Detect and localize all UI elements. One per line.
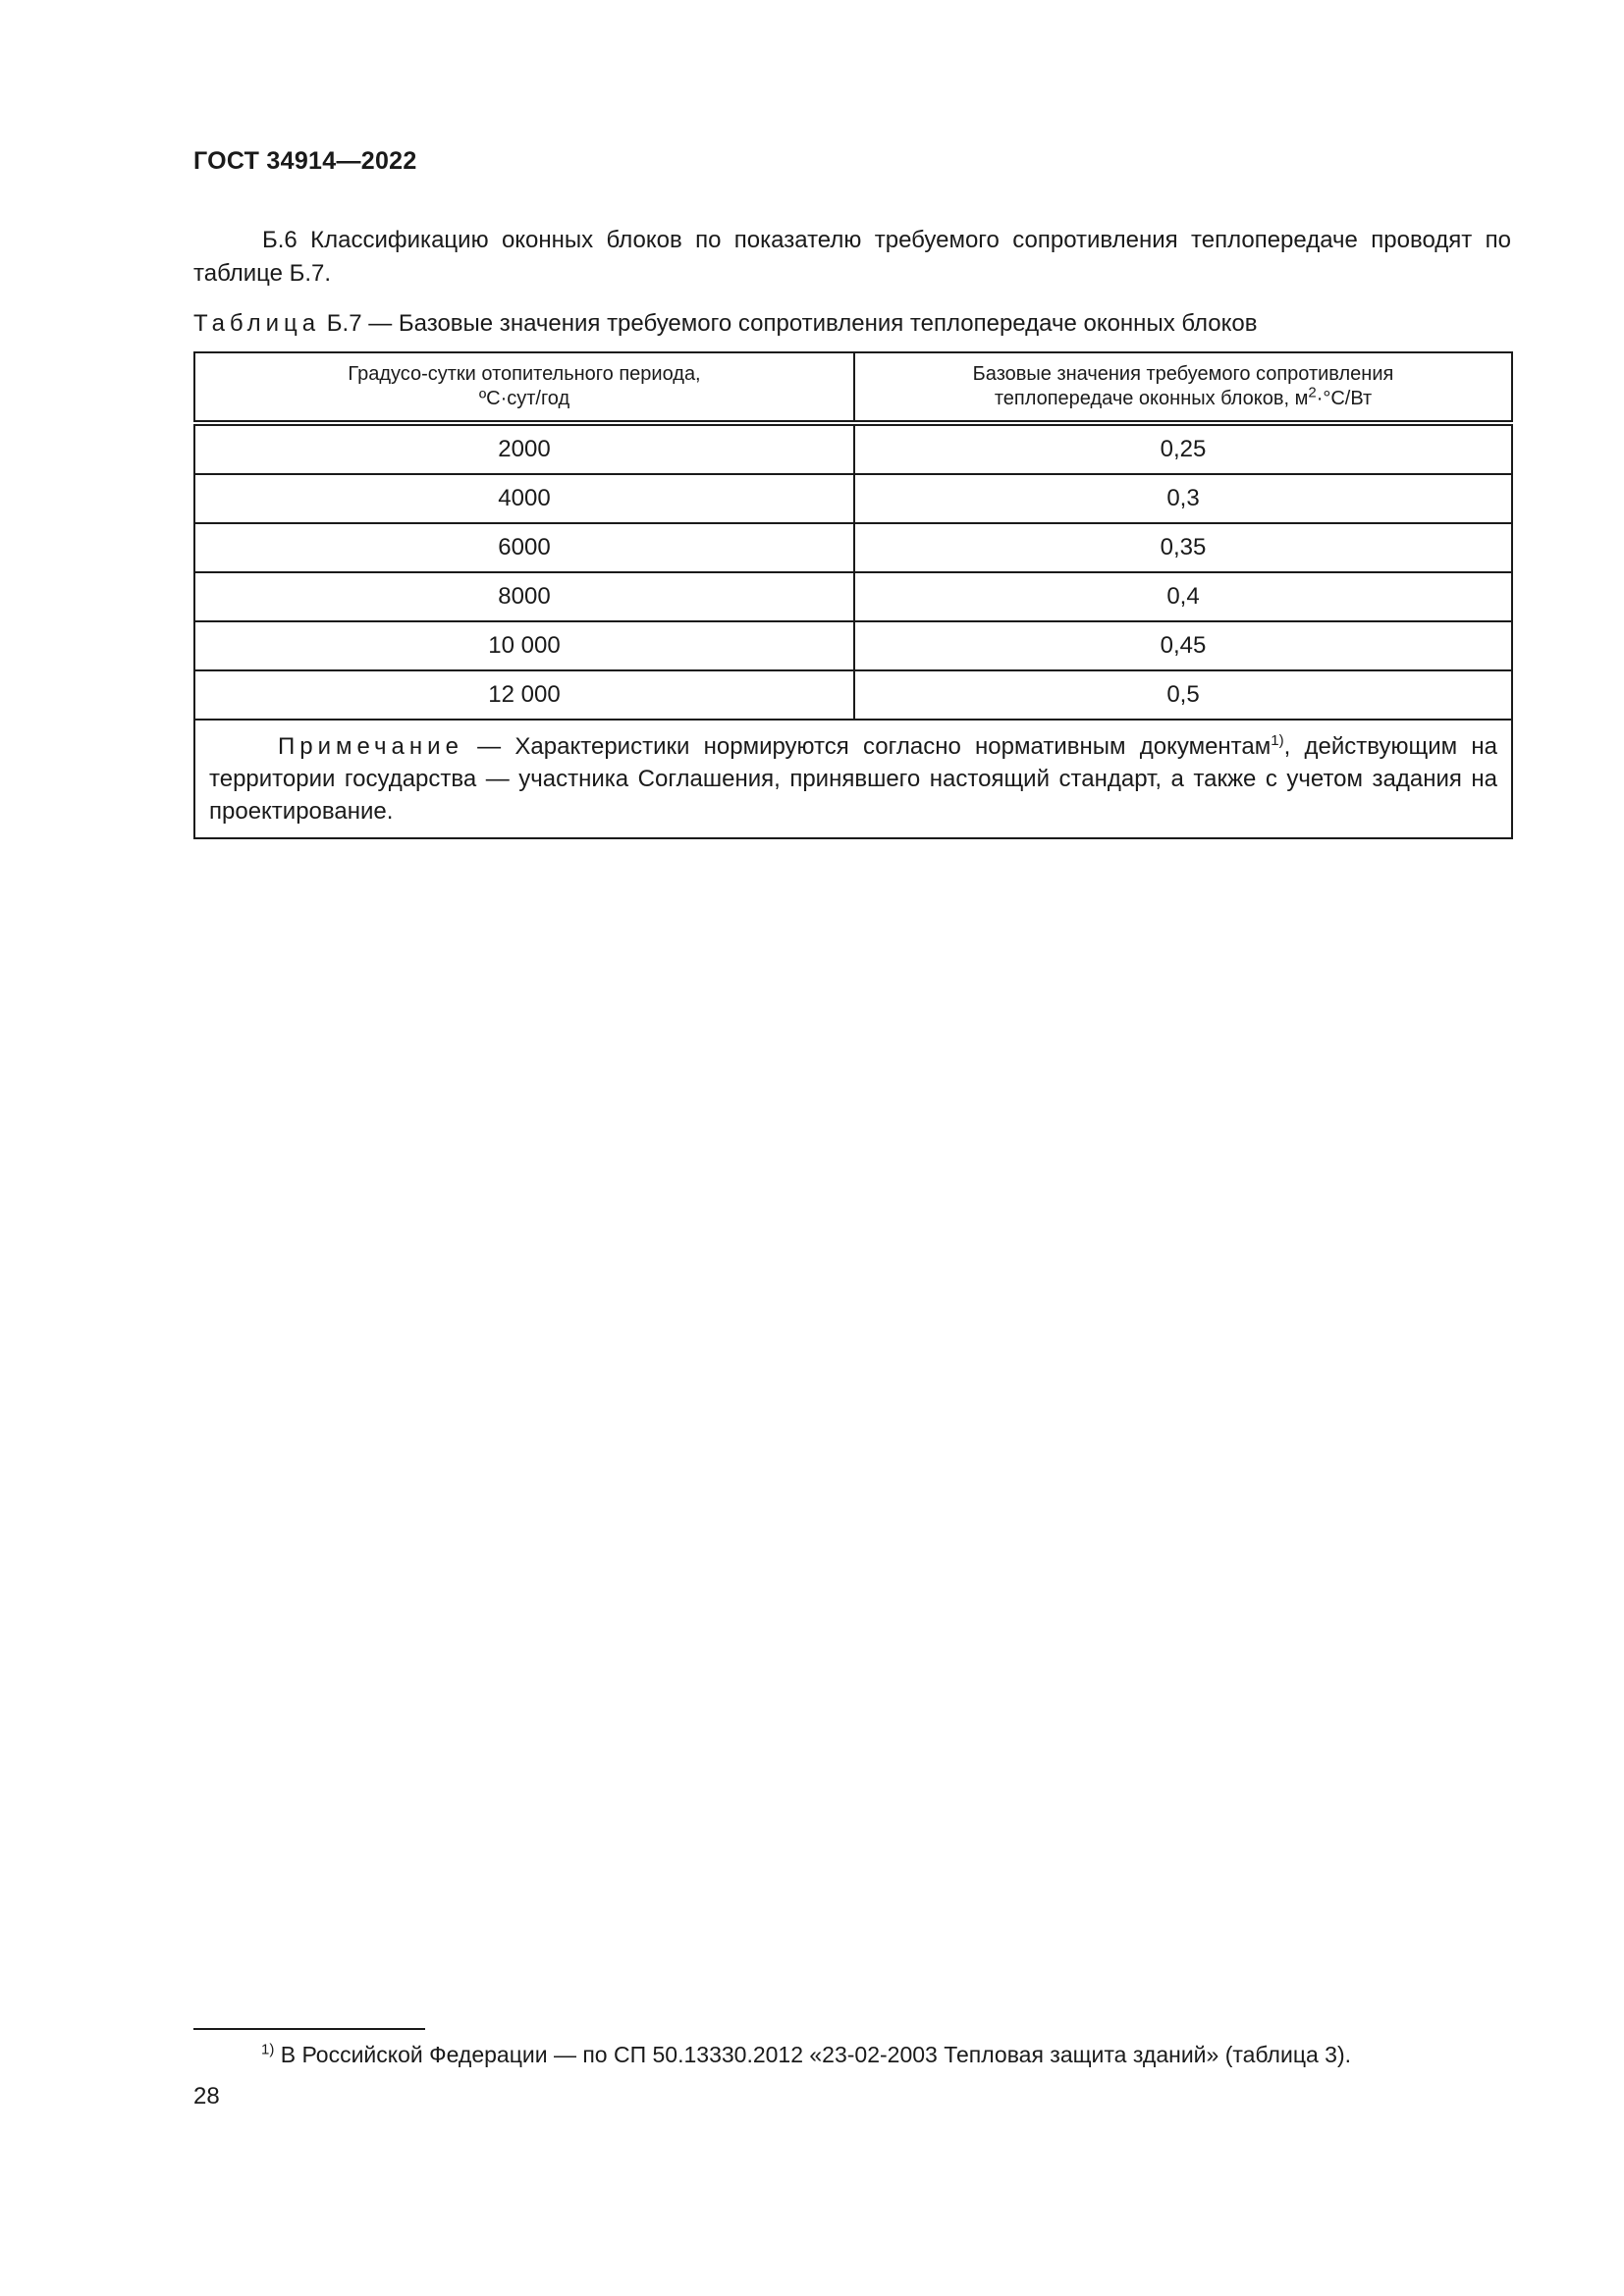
header-resistance-value <box>854 352 1512 423</box>
footnote-mark: 1) <box>261 2041 275 2058</box>
table-caption-label: Таблица <box>193 310 321 337</box>
document-header: ГОСТ 34914—2022 <box>193 147 417 175</box>
header-col2-tail: ·°С/Вт <box>1316 388 1373 409</box>
table-note <box>194 720 1512 838</box>
header-col1-line2: ºС·сут/год <box>478 388 570 409</box>
header-col2-line2: теплопередаче оконных блоков, м <box>994 388 1309 409</box>
table-caption <box>193 308 1258 340</box>
table-row <box>194 474 1512 523</box>
cell-value: 0,3 <box>854 474 1512 523</box>
cell-degree-days: 6000 <box>194 523 854 572</box>
page-number: 28 <box>193 2083 220 2109</box>
header-degree-days <box>194 352 854 423</box>
footnote-divider <box>193 2028 425 2030</box>
table-row <box>194 572 1512 621</box>
header-col1-line1: Градусо-сутки отопительного периода, <box>348 363 701 385</box>
table-b7 <box>193 351 1513 839</box>
cell-degree-days: 4000 <box>194 474 854 523</box>
table-row <box>194 621 1512 670</box>
cell-degree-days: 8000 <box>194 572 854 621</box>
cell-degree-days: 12 000 <box>194 670 854 720</box>
footnote <box>261 2039 1351 2070</box>
table-row <box>194 523 1512 572</box>
table-caption-text: Б.7 — Базовые значения требуемого сопротивления теплопередаче оконных блоков <box>326 310 1258 337</box>
note-text-after: , действующим на территории государства — участника Соглашения, принявшего настоящий стандарт, а также с учетом задания на проектирование. <box>209 733 1497 825</box>
header-col2-sup: 2 <box>1308 384 1317 401</box>
table-row <box>194 423 1512 474</box>
footnote-text: В Российской Федерации — по СП 50.13330.2012 «23-02-2003 Тепловая защита зданий» (таблица 3). <box>274 2042 1352 2067</box>
table-header-row <box>194 352 1512 423</box>
note-footnote-mark: 1) <box>1271 732 1284 749</box>
cell-degree-days: 10 000 <box>194 621 854 670</box>
table-row <box>194 670 1512 720</box>
table-note-row <box>194 720 1512 838</box>
cell-degree-days: 2000 <box>194 423 854 474</box>
cell-value: 0,25 <box>854 423 1512 474</box>
cell-value: 0,35 <box>854 523 1512 572</box>
note-text-before: — Характеристики нормируются согласно нормативным документам <box>462 733 1272 760</box>
paragraph-b6: Б.6 Классификацию оконных блоков по показателю требуемого сопротивления теплопередаче проводят по таблице Б.7. <box>193 227 1511 287</box>
cell-value: 0,5 <box>854 670 1512 720</box>
cell-value: 0,4 <box>854 572 1512 621</box>
header-col2-line1: Базовые значения требуемого сопротивления <box>972 363 1394 385</box>
note-label: Примечание <box>278 733 463 760</box>
cell-value: 0,45 <box>854 621 1512 670</box>
